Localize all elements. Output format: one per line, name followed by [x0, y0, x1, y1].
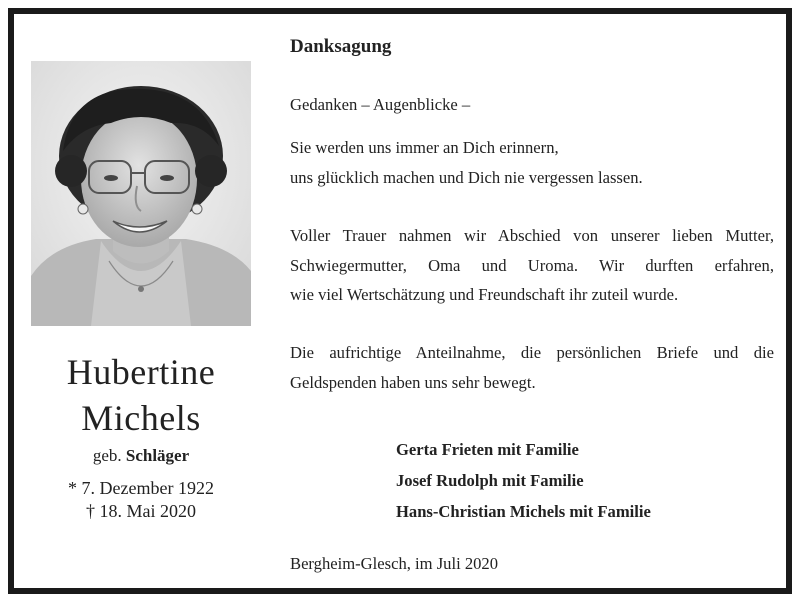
- notice-line: uns glücklich machen und Dich nie vergessen lassen.: [290, 167, 643, 187]
- birth-name: [31, 446, 251, 466]
- signer: Josef Rudolph mit Familie: [396, 471, 584, 490]
- notice-line: Schwiegermutter, Oma und Uroma. Wir durften erfahren,: [290, 255, 774, 275]
- death-date: † 18. Mai 2020: [86, 501, 196, 521]
- notice-verse: [290, 133, 774, 192]
- portrait-photo: [31, 61, 251, 326]
- birth-surname: Schläger: [125, 446, 190, 465]
- birth-date: * 7. Dezember 1922: [68, 478, 214, 498]
- notice-line: Sie werden uns immer an Dich erinnern,: [290, 138, 559, 157]
- notice-heading: Danksagung: [290, 36, 392, 57]
- obituary-frame: [8, 8, 792, 594]
- notice-verse-intro: [290, 90, 774, 120]
- notice-line: Die aufrichtige Anteilnahme, die persönlichen Briefe und die: [290, 343, 774, 362]
- signer: Gerta Frieten mit Familie: [396, 440, 579, 459]
- birth-prefix: geb.: [92, 446, 122, 465]
- signer: Hans-Christian Michels mit Familie: [396, 502, 651, 521]
- signers-list: [396, 434, 651, 527]
- notice-paragraph-thanks: [290, 338, 774, 397]
- place-and-date: Bergheim-Glesch, im Juli 2020: [290, 554, 499, 573]
- portrait-image: [31, 61, 251, 326]
- notice-line: Gedanken – Augenblicke –: [290, 95, 471, 114]
- deceased-last-name: Michels: [81, 398, 201, 438]
- notice-paragraph-farewell: [290, 221, 774, 310]
- notice-line: Geldspenden haben uns sehr bewegt.: [290, 372, 536, 392]
- notice-line: Voller Trauer nahmen wir Abschied von unserer lieben Mutter,: [290, 226, 774, 245]
- deceased-first-name: Hubertine: [66, 352, 216, 392]
- notice-line: wie viel Wertschätzung und Freundschaft ihr zuteil wurde.: [290, 285, 679, 304]
